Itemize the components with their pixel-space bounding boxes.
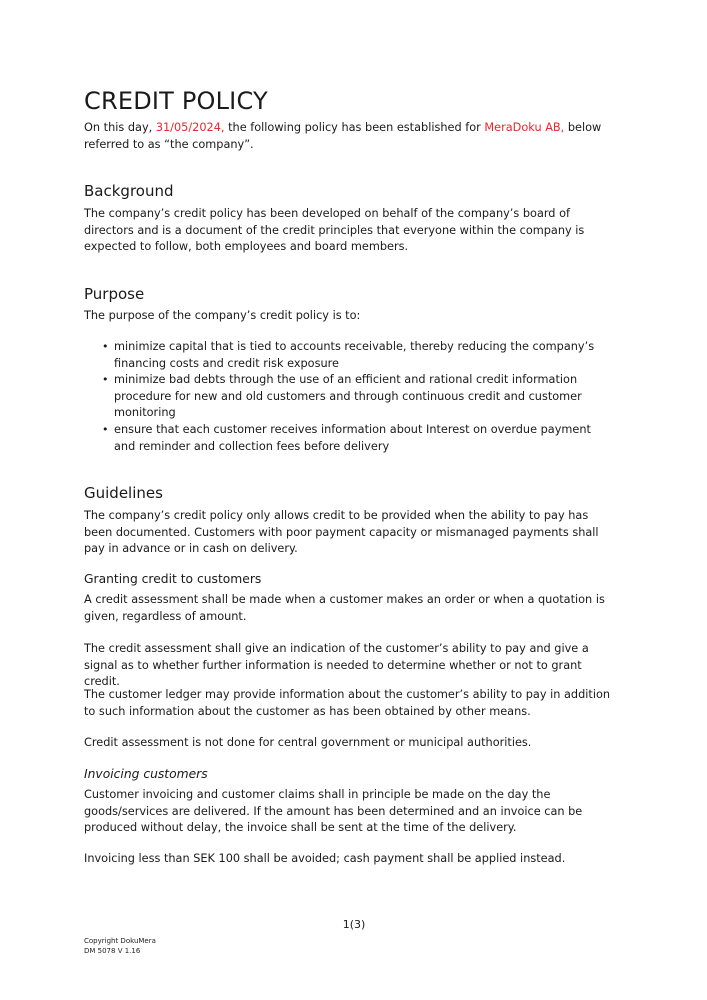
granting-paragraph: The customer ledger may provide information about the customer’s ability to pay in addition to such information about the customer as has been obtained by other means.: [84, 688, 611, 718]
intro-before-date: On this day,: [84, 121, 156, 134]
invoicing-paragraph: Invoicing less than SEK 100 shall be avoided; cash payment shall be applied instead.: [84, 852, 566, 865]
purpose-intro: The purpose of the company’s credit policy is to:: [84, 309, 361, 322]
invoicing-heading: Invoicing customers: [84, 767, 208, 781]
purpose-bullet-list: [84, 339, 614, 455]
footer: [84, 936, 156, 956]
bullet-dot: •: [102, 373, 109, 387]
company-name: MeraDoku AB,: [484, 121, 565, 134]
policy-date: 31/05/2024,: [155, 121, 225, 134]
background-heading: Background: [84, 182, 174, 200]
purpose-bullet-text: ensure that each customer receives information about Interest on overdue payment and reminder and collection fees before delivery: [114, 422, 591, 453]
bullet-dot: •: [102, 340, 109, 353]
intro-paragraph: [84, 120, 614, 153]
guidelines-heading: Guidelines: [84, 484, 163, 502]
purpose-bullet: [84, 339, 614, 372]
invoicing-paragraph: Customer invoicing and customer claims shall in principle be made on the day the goods/services are delivered. If the amount has been determined and an invoice can be produced without delay, the invoice shall be sent at the time of the delivery.: [84, 788, 583, 835]
purpose-bullet: [84, 422, 614, 455]
document-title: CREDIT POLICY: [84, 87, 268, 115]
footer-copyright: Copyright DokuMera: [84, 937, 156, 945]
intro-middle: the following policy has been established for: [224, 121, 485, 134]
granting-paragraph: A credit assessment shall be made when a customer makes an order or when a quotation is given, regardless of amount.: [84, 593, 605, 623]
granting-paragraph: The credit assessment shall give an indication of the customer’s ability to pay and give a signal as to whether further information is needed to determine whether or not to grant credit.: [84, 642, 589, 689]
purpose-bullet-text: minimize capital that is tied to accounts receivable, thereby reducing the company’s financing costs and credit risk exposure: [114, 340, 595, 370]
intro-after-company: below referred to as “the company”.: [84, 121, 602, 151]
bullet-dot: •: [102, 422, 109, 436]
purpose-heading: Purpose: [84, 285, 145, 303]
granting-credit-heading: Granting credit to customers: [84, 572, 262, 586]
page-number: 1(3): [342, 918, 366, 931]
background-text: The company’s credit policy has been developed on behalf of the company’s board of directors and is a document of the credit principles that everyone within the company is expected to follow, both employees and board members.: [84, 207, 585, 254]
purpose-bullet-text: minimize bad debts through the use of an efficient and rational credit information procedure for new and old customers and through continuous credit and customer monitoring: [114, 373, 582, 420]
granting-paragraph: Credit assessment is not done for central government or municipal authorities.: [84, 736, 532, 749]
footer-version: DM 5078 V 1.16: [84, 947, 141, 955]
purpose-bullet: [84, 372, 614, 422]
guidelines-text: The company’s credit policy only allows credit to be provided when the ability to pay has been documented. Customers with poor payment capacity or mismanaged payments shall pay in advance or in cash on delivery.: [84, 509, 599, 556]
